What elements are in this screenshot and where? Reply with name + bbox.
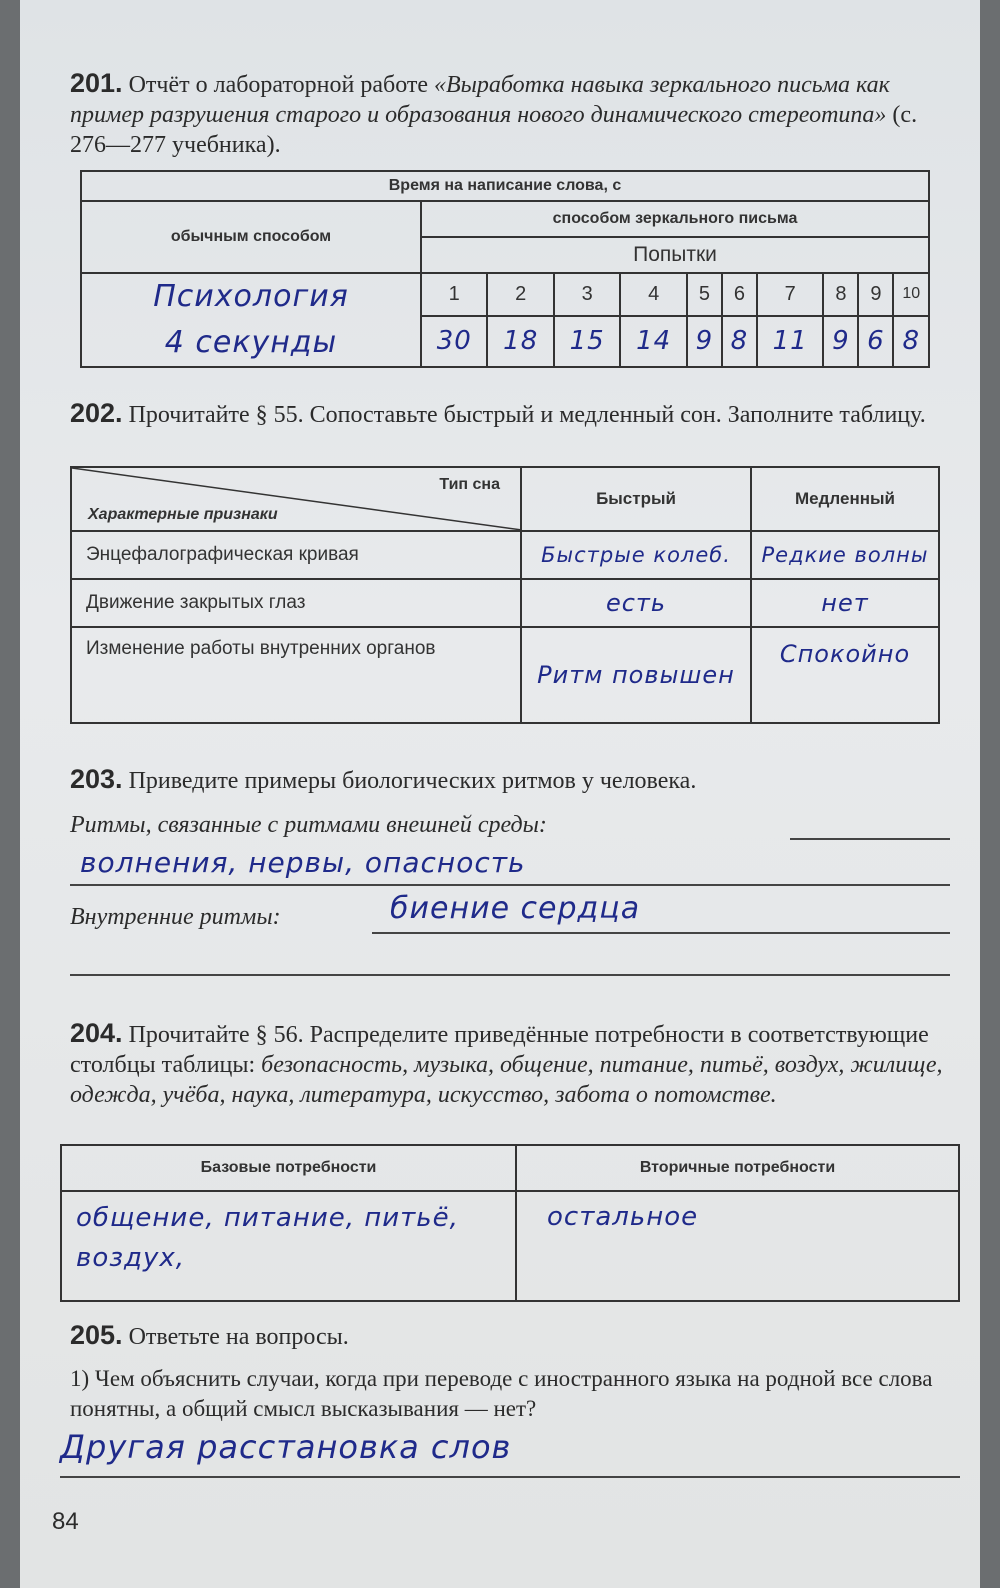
col-basic: Базовые потребности (61, 1145, 516, 1191)
col-fast: Быстрый (521, 467, 751, 531)
answer-1: Другая расстановка слов (60, 1428, 512, 1466)
row-label: Изменение работы внутренних органов (71, 627, 521, 723)
attempt-value: 18 (487, 316, 553, 367)
workbook-page (20, 0, 980, 1588)
row-label: Энцефалографическая кривая (71, 531, 521, 579)
task-text: Прочитайте § 55. Сопоставьте быстрый и медленный сон. Заполните таблицу. (122, 402, 926, 428)
task-text-end: (с. 276—277 учебника). (70, 102, 918, 158)
task-number: 203. (70, 764, 123, 794)
attempt-value: 8 (722, 316, 757, 367)
task-text: Приведите примеры биологических ритмов у человека. (122, 768, 697, 794)
internal-rhythms-label: Внутренние ритмы: (70, 904, 281, 930)
task-text: Ответьте на вопросы. (122, 1324, 349, 1350)
attempt-number: 9 (858, 273, 893, 316)
task-205 (70, 1320, 950, 1352)
needs-list: безопасность, музыка, общение, питание, питьё, воздух, жилище, одежда, учёба, наука, литература, искусство, забота о потомстве. (70, 1052, 943, 1108)
attempt-value: 9 (823, 316, 858, 367)
attempt-value: 9 (687, 316, 722, 367)
secondary-answer: остальное (516, 1191, 959, 1301)
task-203 (70, 764, 950, 796)
col-slow: Медленный (751, 467, 939, 531)
attempt-number: 4 (620, 273, 686, 316)
attempt-value: 11 (757, 316, 823, 367)
external-rhythms-label: Ритмы, связанные с ритмами внешней среды: (70, 812, 547, 838)
attempt-number: 1 (421, 273, 487, 316)
task-number: 201. (70, 68, 123, 98)
answer-line (60, 1476, 960, 1478)
header-normal: обычным способом (81, 201, 421, 273)
table-row (71, 579, 939, 627)
attempt-value: 30 (421, 316, 487, 367)
task-204 (70, 1018, 950, 1110)
basic-answer: общение, питание, питьё, воздух, (61, 1191, 516, 1301)
answer-line (372, 932, 950, 934)
task-italic-text: «Выработка навыка зеркального письма как пример разрушения старого и образования нового динамического стереотипа» (70, 72, 890, 128)
header-mirror: способом зеркального письма (421, 201, 929, 237)
attempt-number: 5 (687, 273, 722, 316)
fast-answer: Быстрые колеб. (521, 531, 751, 579)
attempt-value: 14 (620, 316, 686, 367)
col-features: Характерные признаки (88, 506, 278, 523)
attempt-number: 7 (757, 273, 823, 316)
attempt-number: 10 (893, 273, 929, 316)
attempt-number: 2 (487, 273, 553, 316)
answer-time: 4 секунды (164, 325, 338, 360)
table-201 (80, 170, 930, 368)
fast-answer: есть (521, 579, 751, 627)
attempt-value: 8 (893, 316, 929, 367)
attempt-number: 3 (554, 273, 620, 316)
answer-normal-cell (81, 273, 421, 367)
task-number: 204. (70, 1018, 123, 1048)
header-attempts: Попытки (421, 237, 929, 273)
task-number: 205. (70, 1320, 123, 1350)
table-202 (70, 466, 940, 724)
external-rhythms-answer: волнения, нервы, опасность (80, 846, 526, 879)
table-row (71, 531, 939, 579)
attempt-value: 6 (858, 316, 893, 367)
task-number: 202. (70, 398, 123, 428)
answer-line (790, 838, 950, 840)
table-row (71, 627, 939, 723)
slow-answer: Редкие волны (751, 531, 939, 579)
table-204 (60, 1144, 960, 1302)
attempt-value: 15 (554, 316, 620, 367)
fast-answer: Ритм повышен (521, 627, 751, 723)
header-time: Время на написание слова, с (81, 171, 929, 201)
page-number: 84 (52, 1508, 79, 1535)
header-diagonal-cell (71, 467, 521, 531)
col-type: Тип сна (439, 476, 500, 493)
slow-answer: нет (751, 579, 939, 627)
task-text: Прочитайте § 56. Распределите приведённые потребности в соответствующие столбцы таблицы: (70, 1022, 929, 1078)
attempt-number: 6 (722, 273, 757, 316)
answer-line (70, 884, 950, 886)
task-text: Отчёт о лабораторной работе (122, 72, 435, 98)
slow-answer: Спокойно (751, 627, 939, 723)
answer-word: Психология (153, 279, 349, 314)
internal-rhythms-answer: биение сердца (390, 891, 641, 926)
attempt-number: 8 (823, 273, 858, 316)
row-label: Движение закрытых глаз (71, 579, 521, 627)
question-1: 1) Чем объяснить случаи, когда при переводе с иностранного языка на родной все слова понятны, а общий смысл высказывания — нет? (70, 1366, 933, 1421)
answer-line (70, 974, 950, 976)
task-202 (70, 398, 950, 430)
task-201 (70, 68, 950, 160)
col-secondary: Вторичные потребности (516, 1145, 959, 1191)
